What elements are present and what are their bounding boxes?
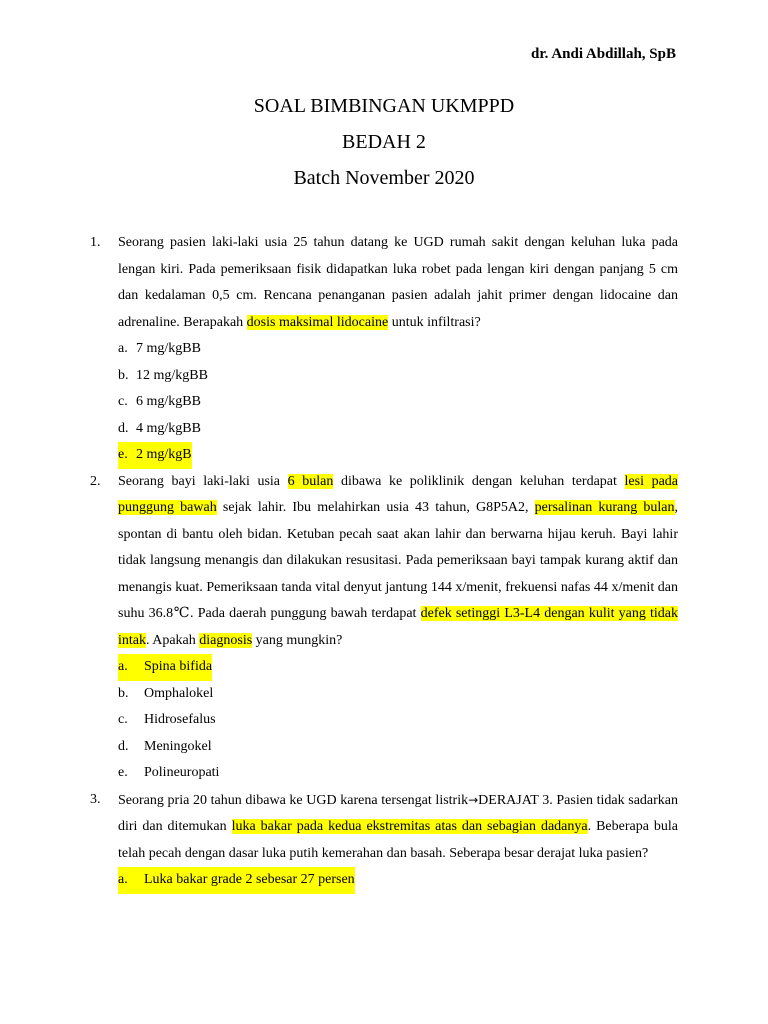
answer-option	[118, 363, 678, 390]
question-number: 1.	[90, 235, 101, 250]
question-text	[118, 469, 678, 655]
text-segment: Seorang pasien laki-laki usia 25 tahun datang ke UGD rumah sakit dengan keluhan luka pada lengan kiri. Pada pemeriksaan fisik didapatkan luka robet pada lengan kiri dengan panjang 5 cm dan kedalaman 0,5 cm. Rencana penanganan pasien adalah jahit primer dengan lidocaine dan adrenaline. Berapakah	[118, 235, 678, 330]
answer-option	[118, 389, 678, 416]
answer-option	[118, 734, 678, 761]
option-text-highlighted: Luka bakar grade 2 sebesar 27 persen	[144, 872, 355, 887]
answer-option	[118, 336, 678, 363]
answer-option	[118, 416, 678, 443]
option-text-highlighted: 2 mg/kgB	[136, 447, 192, 462]
option-label: c.	[118, 712, 128, 727]
highlighted-text: lesi pada punggung bawah	[118, 473, 679, 515]
option-text-highlighted: Spina bifida	[144, 659, 213, 674]
author-name: dr. Andi Abdillah, SpB	[531, 46, 676, 62]
title-line-3: Batch November 2020	[293, 167, 475, 189]
option-text: 6 mg/kgBB	[136, 394, 201, 409]
option-label: a.	[118, 659, 128, 674]
text-segment: DERAJAT 3. Pasien tidak sadarkan diri dan ditemukan	[118, 792, 678, 834]
text-segment: untuk infiltrasi?	[388, 314, 481, 330]
highlighted-text: 6 bulan	[287, 473, 334, 489]
answer-option	[118, 760, 678, 787]
option-text: Hidrosefalus	[144, 712, 216, 727]
text-segment: dibawa ke poliklinik dengan keluhan terdapat	[333, 473, 625, 489]
title-line-2: BEDAH 2	[342, 131, 426, 153]
option-text: Omphalokel	[144, 685, 214, 701]
text-segment: sejak lahir. Ibu melahirkan usia 43 tahun, G8P5A2,	[216, 500, 535, 515]
highlighted-text: dosis maksimal lidocaine	[246, 314, 389, 330]
answer-option	[118, 442, 678, 469]
option-label: b.	[118, 367, 129, 383]
option-label: c.	[118, 394, 128, 409]
option-text: Polineuropati	[144, 765, 220, 780]
highlighted-text: defek setinggi L3-L4 dengan kulit yang tidak intak	[118, 606, 678, 648]
option-label: e.	[118, 447, 128, 462]
text-segment: Seorang bayi laki-laki usia	[118, 473, 288, 489]
question-text	[118, 230, 678, 336]
question-list	[90, 230, 678, 894]
text-segment: . Beberapa bula telah pecah dengan dasar luka putih kemerahan dan basah. Seberapa besar derajat luka pasien?	[118, 819, 678, 861]
option-text: 4 mg/kgBB	[136, 420, 201, 436]
text-segment: Seorang pria 20 tahun dibawa ke UGD karena tersengat listrik	[118, 792, 469, 808]
answer-option	[118, 681, 678, 708]
text-segment: , spontan di bantu oleh bidan. Ketuban pecah saat akan lahir dan berwarna hijau keruh. Bayi lahir tidak langsung menangis dan dilakukan resusitasi. Pada pemeriksaan bayi tampak kurang aktif dan menangis kuat. Pemeriksaan tanda vital denyut jantung 144 x/menit, frekuensi nafas 44 x/menit dan suhu 36.8℃. Pada daerah punggung bawah terdapat	[118, 500, 678, 621]
option-label: a.	[118, 341, 128, 356]
option-label: e.	[118, 765, 128, 780]
title-line-1: SOAL BIMBINGAN UKMPPD	[253, 95, 515, 117]
title-block	[0, 94, 768, 202]
highlighted-text: persalinan kurang bulan	[534, 500, 675, 515]
option-text: 12 mg/kgBB	[136, 367, 208, 383]
answer-option	[118, 707, 678, 734]
question-2	[90, 469, 678, 787]
option-label: b.	[118, 685, 129, 701]
question-body	[118, 230, 678, 469]
text-segment: yang mungkin?	[252, 632, 343, 648]
question-1	[90, 230, 678, 469]
question-3	[90, 787, 678, 894]
option-label: a.	[118, 872, 128, 887]
option-text: Meningokel	[144, 738, 212, 754]
question-number: 2.	[90, 473, 101, 489]
highlighted-text: diagnosis	[199, 632, 253, 648]
highlighted-text: luka bakar pada kedua ekstremitas atas dan sebagian dadanya	[231, 819, 588, 834]
question-body	[118, 469, 678, 787]
question-text	[118, 787, 678, 868]
option-label: d.	[118, 420, 129, 436]
option-text: 7 mg/kgBB	[136, 341, 201, 356]
answer-option	[118, 867, 678, 894]
arrow-right-icon: →	[468, 792, 479, 807]
text-segment: . Apakah	[146, 632, 200, 648]
question-number: 3.	[90, 791, 101, 807]
option-label: d.	[118, 738, 129, 754]
answer-option	[118, 654, 678, 681]
question-body	[118, 787, 678, 894]
